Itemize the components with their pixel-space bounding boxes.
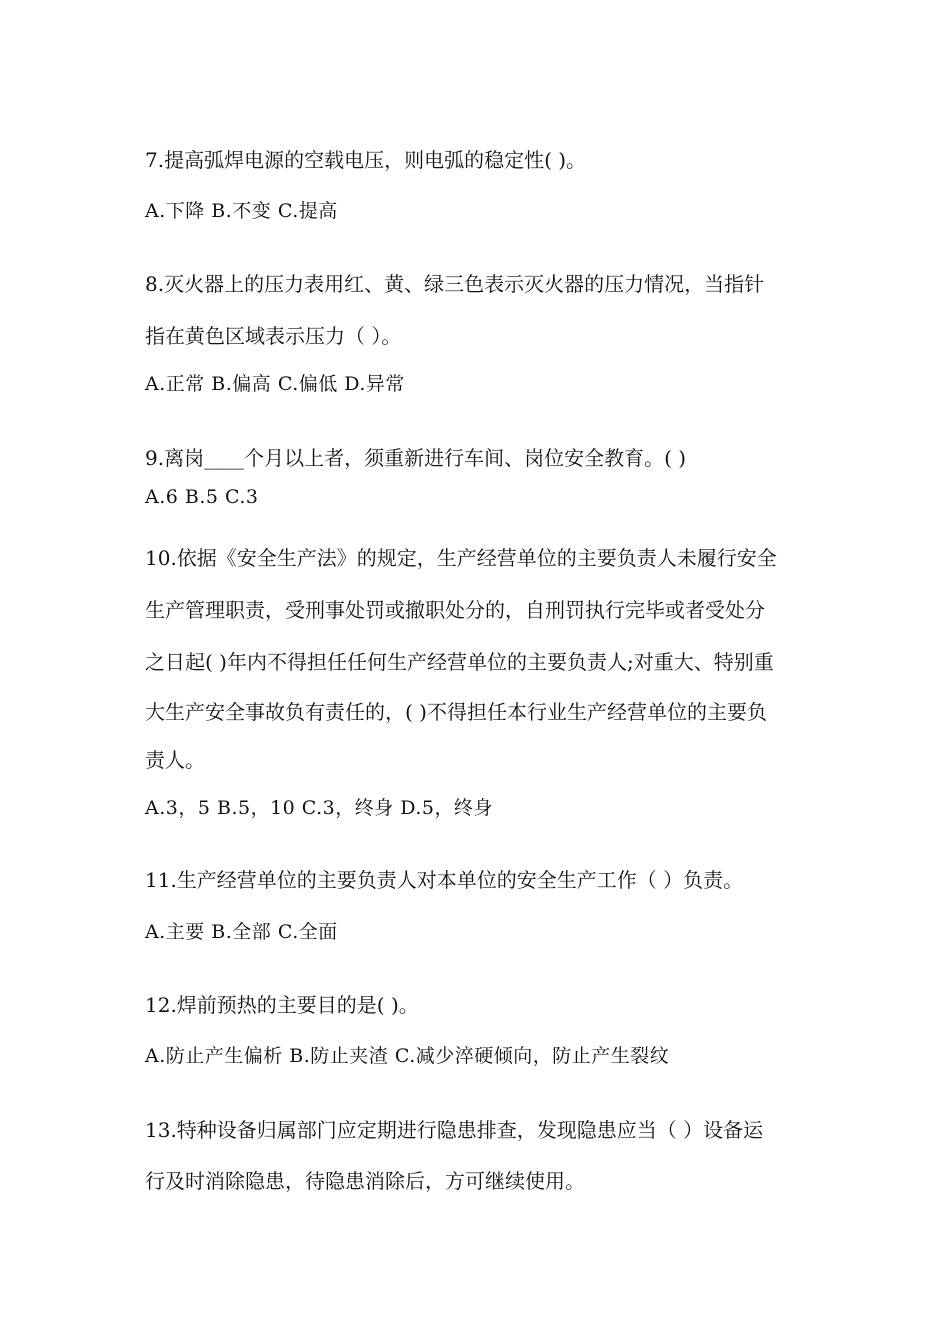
question-8-options: A.正常 B.偏高 C.偏低 D.异常 xyxy=(145,373,405,395)
question-7-stem: 7.提高弧焊电源的空载电压，则电弧的稳定性( )。 xyxy=(145,148,587,172)
question-10-stem-line-2: 生产管理职责，受刑事处罚或撤职处分的，自刑罚执行完毕或者受处分 xyxy=(145,598,765,622)
question-13-stem-line-2: 行及时消除隐患，待隐患消除后，方可继续使用。 xyxy=(145,1169,585,1193)
question-12-options: A.防止产生偏析 B.防止夹渣 C.减少淬硬倾向，防止产生裂纹 xyxy=(145,1045,670,1067)
question-11-stem: 11.生产经营单位的主要负责人对本单位的安全生产工作（ ）负责。 xyxy=(145,868,744,892)
question-8-stem-line-1: 8.灭火器上的压力表用红、黄、绿三色表示灭火器的压力情况，当指针 xyxy=(145,272,765,296)
question-13-stem-line-1: 13.特种设备归属部门应定期进行隐患排查，发现隐患应当（ ）设备运 xyxy=(145,1118,764,1142)
question-9-options: A.6 B.5 C.3 xyxy=(145,486,259,508)
question-8-stem-line-2: 指在黄色区域表示压力（ ）。 xyxy=(145,324,402,348)
question-10-stem-line-3: 之日起( )年内不得担任任何生产经营单位的主要负责人;对重大、特别重 xyxy=(145,650,774,674)
question-7-options: A.下降 B.不变 C.提高 xyxy=(145,200,338,222)
question-10-stem-line-5: 责人。 xyxy=(145,748,205,772)
question-12-stem: 12.焊前预热的主要目的是( )。 xyxy=(145,993,419,1017)
question-10-stem-line-4: 大生产安全事故负有责任的，( )不得担任本行业生产经营单位的主要负 xyxy=(145,700,767,724)
question-9-stem: 9.离岗____个月以上者，须重新进行车间、岗位安全教育。( ) xyxy=(145,446,687,470)
question-10-stem-line-1: 10.依据《安全生产法》的规定，生产经营单位的主要负责人未履行安全 xyxy=(145,546,777,570)
question-10-options: A.3，5 B.5，10 C.3，终身 D.5，终身 xyxy=(145,797,493,819)
question-11-options: A.主要 B.全部 C.全面 xyxy=(145,921,338,943)
